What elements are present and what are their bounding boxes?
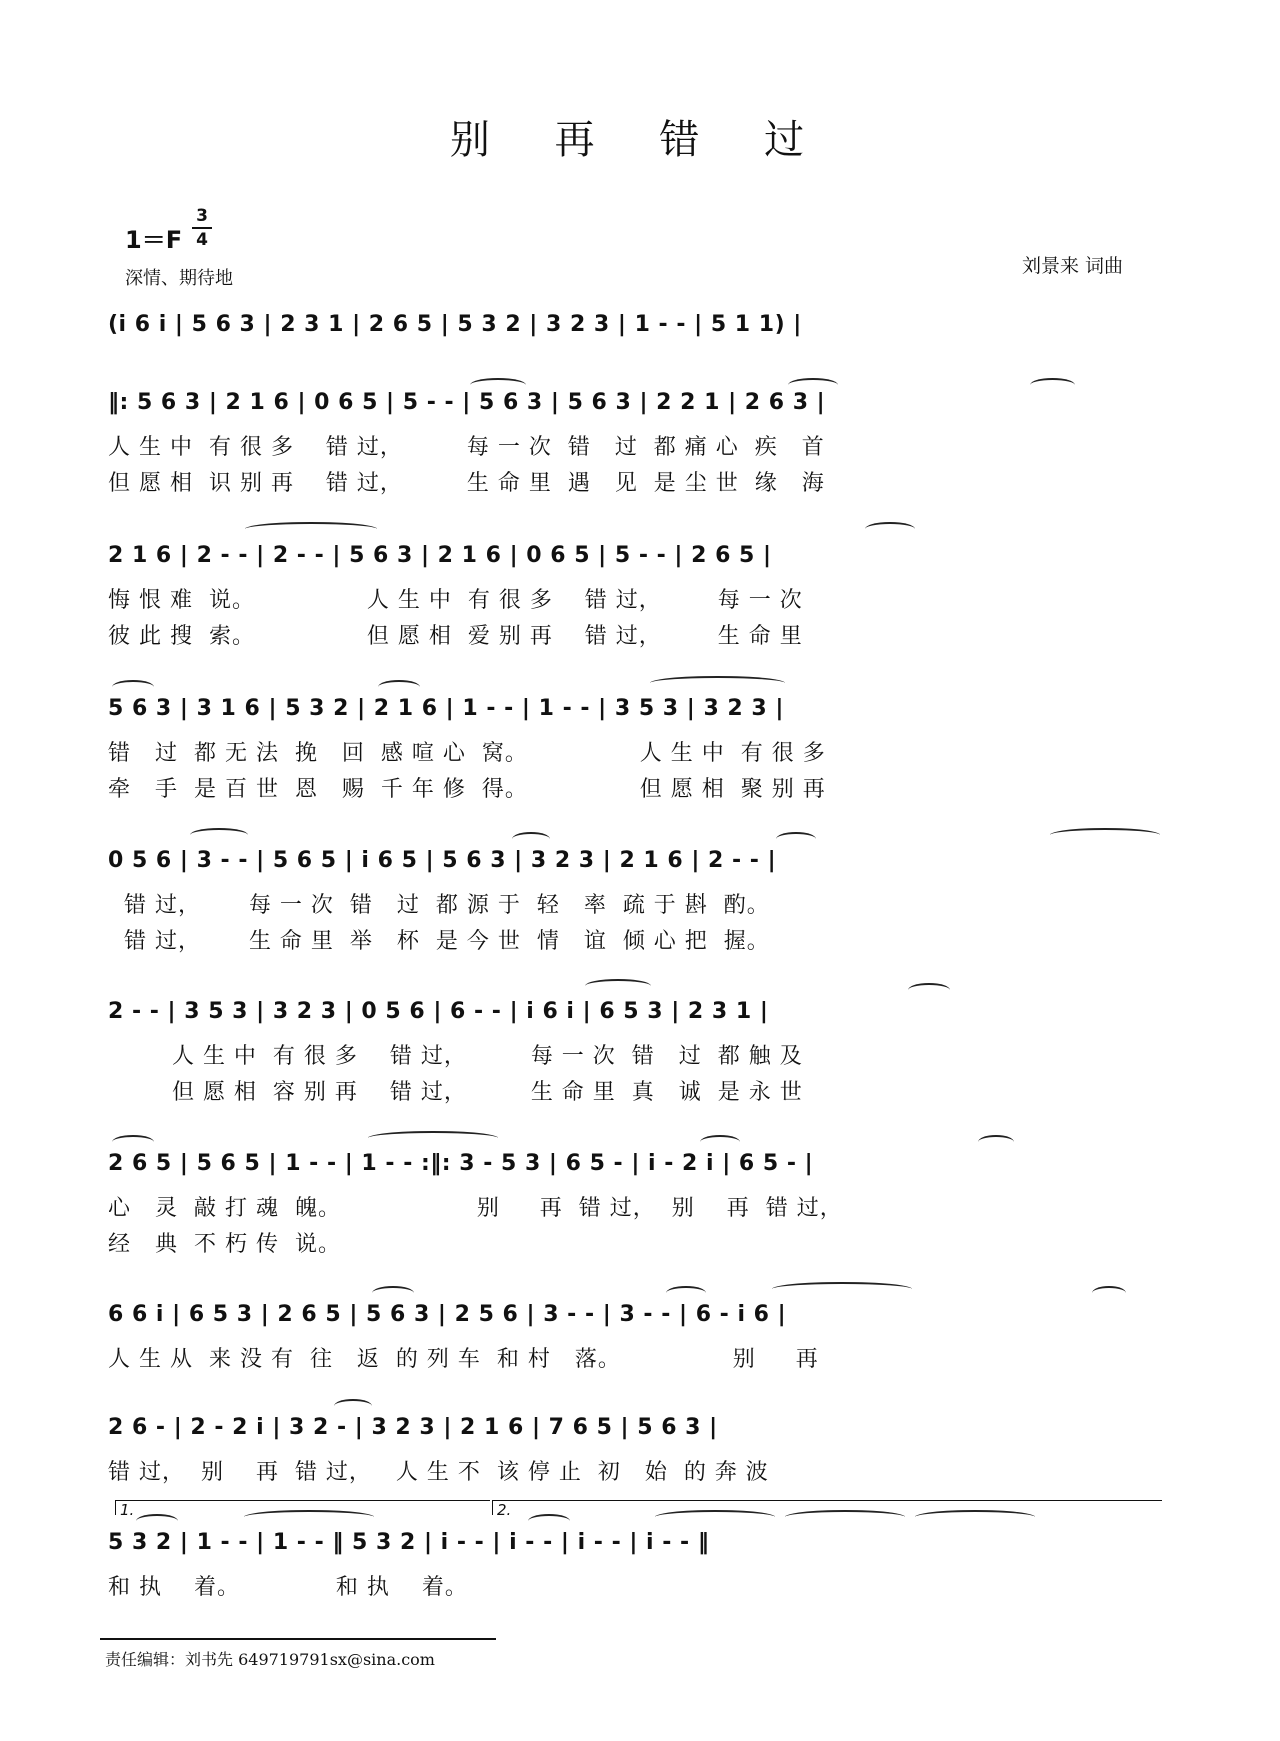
lyric-verse-1: 错 过 都 无 法 挽 回 感 喧 心 窝。 人 生 中 有 很 多	[108, 741, 826, 766]
lyric-verse-1: 错 过， 每 一 次 错 过 都 源 于 轻 率 疏 于 斟 酌。	[108, 893, 770, 918]
notation-line: 6 6 i | 6 5 3 | 2 6 5 | 5 6 3 | 2 5 6 | 3 - - | 3 - - | 6 - i 6 |	[108, 1302, 787, 1327]
slur	[978, 1135, 1014, 1149]
staff-row-9	[0, 1415, 1280, 1535]
lyric-verse-2: 经 典 不 朽 传 说。	[108, 1232, 341, 1257]
staff-row-4	[0, 696, 1280, 816]
slur	[244, 1510, 374, 1524]
slur	[112, 680, 154, 694]
notation-line: ‖: 5 6 3 | 2 1 6 | 0 6 5 | 5 - - | 5 6 3 | 5 6 3 | 2 2 1 | 2 6 3 |	[108, 390, 826, 415]
lyric-verse-1: 人 生 中 有 很 多 错 过， 每 一 次 错 过 都 触 及	[108, 1044, 803, 1069]
notation-line: 0 5 6 | 3 - - | 5 6 5 | i 6 5 | 5 6 3 | 3 2 3 | 2 1 6 | 2 - - |	[108, 848, 777, 873]
footer-divider	[100, 1638, 496, 1640]
slur	[372, 1286, 414, 1300]
lyric-verse-1: 悔 恨 难 说。 人 生 中 有 很 多 错 过， 每 一 次	[108, 588, 803, 613]
slur	[772, 1282, 912, 1296]
lyric-verse-2: 但 愿 相 容 别 再 错 过， 生 命 里 真 诚 是 永 世	[108, 1080, 803, 1105]
lyric-verse-2: 牵 手 是 百 世 恩 赐 千 年 修 得。 但 愿 相 聚 别 再	[108, 777, 826, 802]
lyric-verse-1: 错 过， 别 再 错 过， 人 生 不 该 停 止 初 始 的 奔 波	[108, 1460, 769, 1485]
time-signature	[192, 206, 212, 250]
slur	[700, 1135, 740, 1149]
slur	[512, 832, 550, 846]
slur	[528, 1514, 570, 1528]
slur	[368, 1131, 498, 1145]
staff-row-2	[0, 390, 1280, 510]
slur	[245, 522, 377, 536]
meter-top: 3	[196, 206, 208, 226]
staff-row-3	[0, 543, 1280, 663]
staff-row-10	[0, 1530, 1280, 1650]
lyric-verse-1: 人 生 从 来 没 有 往 返 的 列 车 和 村 落。 别 再	[108, 1347, 819, 1372]
first-ending-bracket: 1.	[115, 1500, 490, 1515]
slur	[908, 983, 950, 997]
notation-line: 2 6 5 | 5 6 5 | 1 - - | 1 - - :‖: 3 - 5 3 | 6 5 - | i - 2 i | 6 5 - |	[108, 1151, 814, 1176]
composer-credit: 刘景来 词曲	[1022, 255, 1124, 277]
lyric-verse-1: 人 生 中 有 很 多 错 过， 每 一 次 错 过 都 痛 心 疾 首	[108, 435, 825, 460]
slur	[785, 1510, 905, 1524]
notation-line: (i 6 i | 5 6 3 | 2 3 1 | 2 6 5 | 5 3 2 | 3 2 3 | 1 - - | 5 1 1) |	[108, 312, 802, 337]
staff-row-8	[0, 1302, 1280, 1422]
notation-line: 2 6 - | 2 - 2 i | 3 2 - | 3 2 3 | 2 1 6 | 7 6 5 | 5 6 3 |	[108, 1415, 718, 1440]
staff-row-7	[0, 1151, 1280, 1271]
key-signature: 1＝F	[125, 226, 183, 254]
slur	[334, 1399, 372, 1413]
slur	[112, 1135, 154, 1149]
slur	[650, 676, 785, 690]
notation-line: 2 1 6 | 2 - - | 2 - - | 5 6 3 | 2 1 6 | 0 6 5 | 5 - - | 2 6 5 |	[108, 543, 772, 568]
slur	[776, 832, 816, 846]
slur	[915, 1510, 1035, 1524]
staff-row-6	[0, 999, 1280, 1119]
notation-line: 5 3 2 | 1 - - | 1 - - ‖ 5 3 2 | i - - | i - - | i - - | i - - ‖	[108, 1530, 710, 1555]
tempo-marking: 深情、期待地	[125, 268, 233, 289]
slur	[865, 522, 915, 536]
lyric-verse-2: 彼 此 搜 索。 但 愿 相 爱 别 再 错 过， 生 命 里	[108, 624, 803, 649]
slur	[378, 680, 420, 694]
second-ending-bracket: 2.	[492, 1500, 1162, 1515]
notation-line: 2 - - | 3 5 3 | 3 2 3 | 0 5 6 | 6 - - | i 6 i | 6 5 3 | 2 3 1 |	[108, 999, 769, 1024]
meter-bar	[192, 227, 212, 229]
staff-row-5	[0, 848, 1280, 968]
lyric-verse-1: 和 执 着。 和 执 着。	[108, 1575, 468, 1600]
editor-credit: 责任编辑：刘书先 649719791sx@sina.com	[105, 1650, 435, 1669]
meter-bottom: 4	[196, 230, 208, 250]
notation-line: 5 6 3 | 3 1 6 | 5 3 2 | 2 1 6 | 1 - - | 1 - - | 3 5 3 | 3 2 3 |	[108, 696, 784, 721]
lyric-verse-2: 错 过， 生 命 里 举 杯 是 今 世 情 谊 倾 心 把 握。	[108, 929, 770, 954]
slur	[136, 1514, 178, 1528]
slur	[1050, 828, 1160, 842]
slur	[655, 1510, 775, 1524]
song-title: 别 再 错 过	[449, 117, 831, 163]
slur	[585, 979, 651, 993]
slur	[190, 828, 248, 842]
lyric-verse-2: 但 愿 相 识 别 再 错 过， 生 命 里 遇 见 是 尘 世 缘 海	[108, 471, 825, 496]
slur	[1092, 1286, 1126, 1300]
slur	[666, 1286, 706, 1300]
lyric-verse-1: 心 灵 敲 打 魂 魄。 别 再 错 过， 别 再 错 过，	[108, 1196, 843, 1221]
